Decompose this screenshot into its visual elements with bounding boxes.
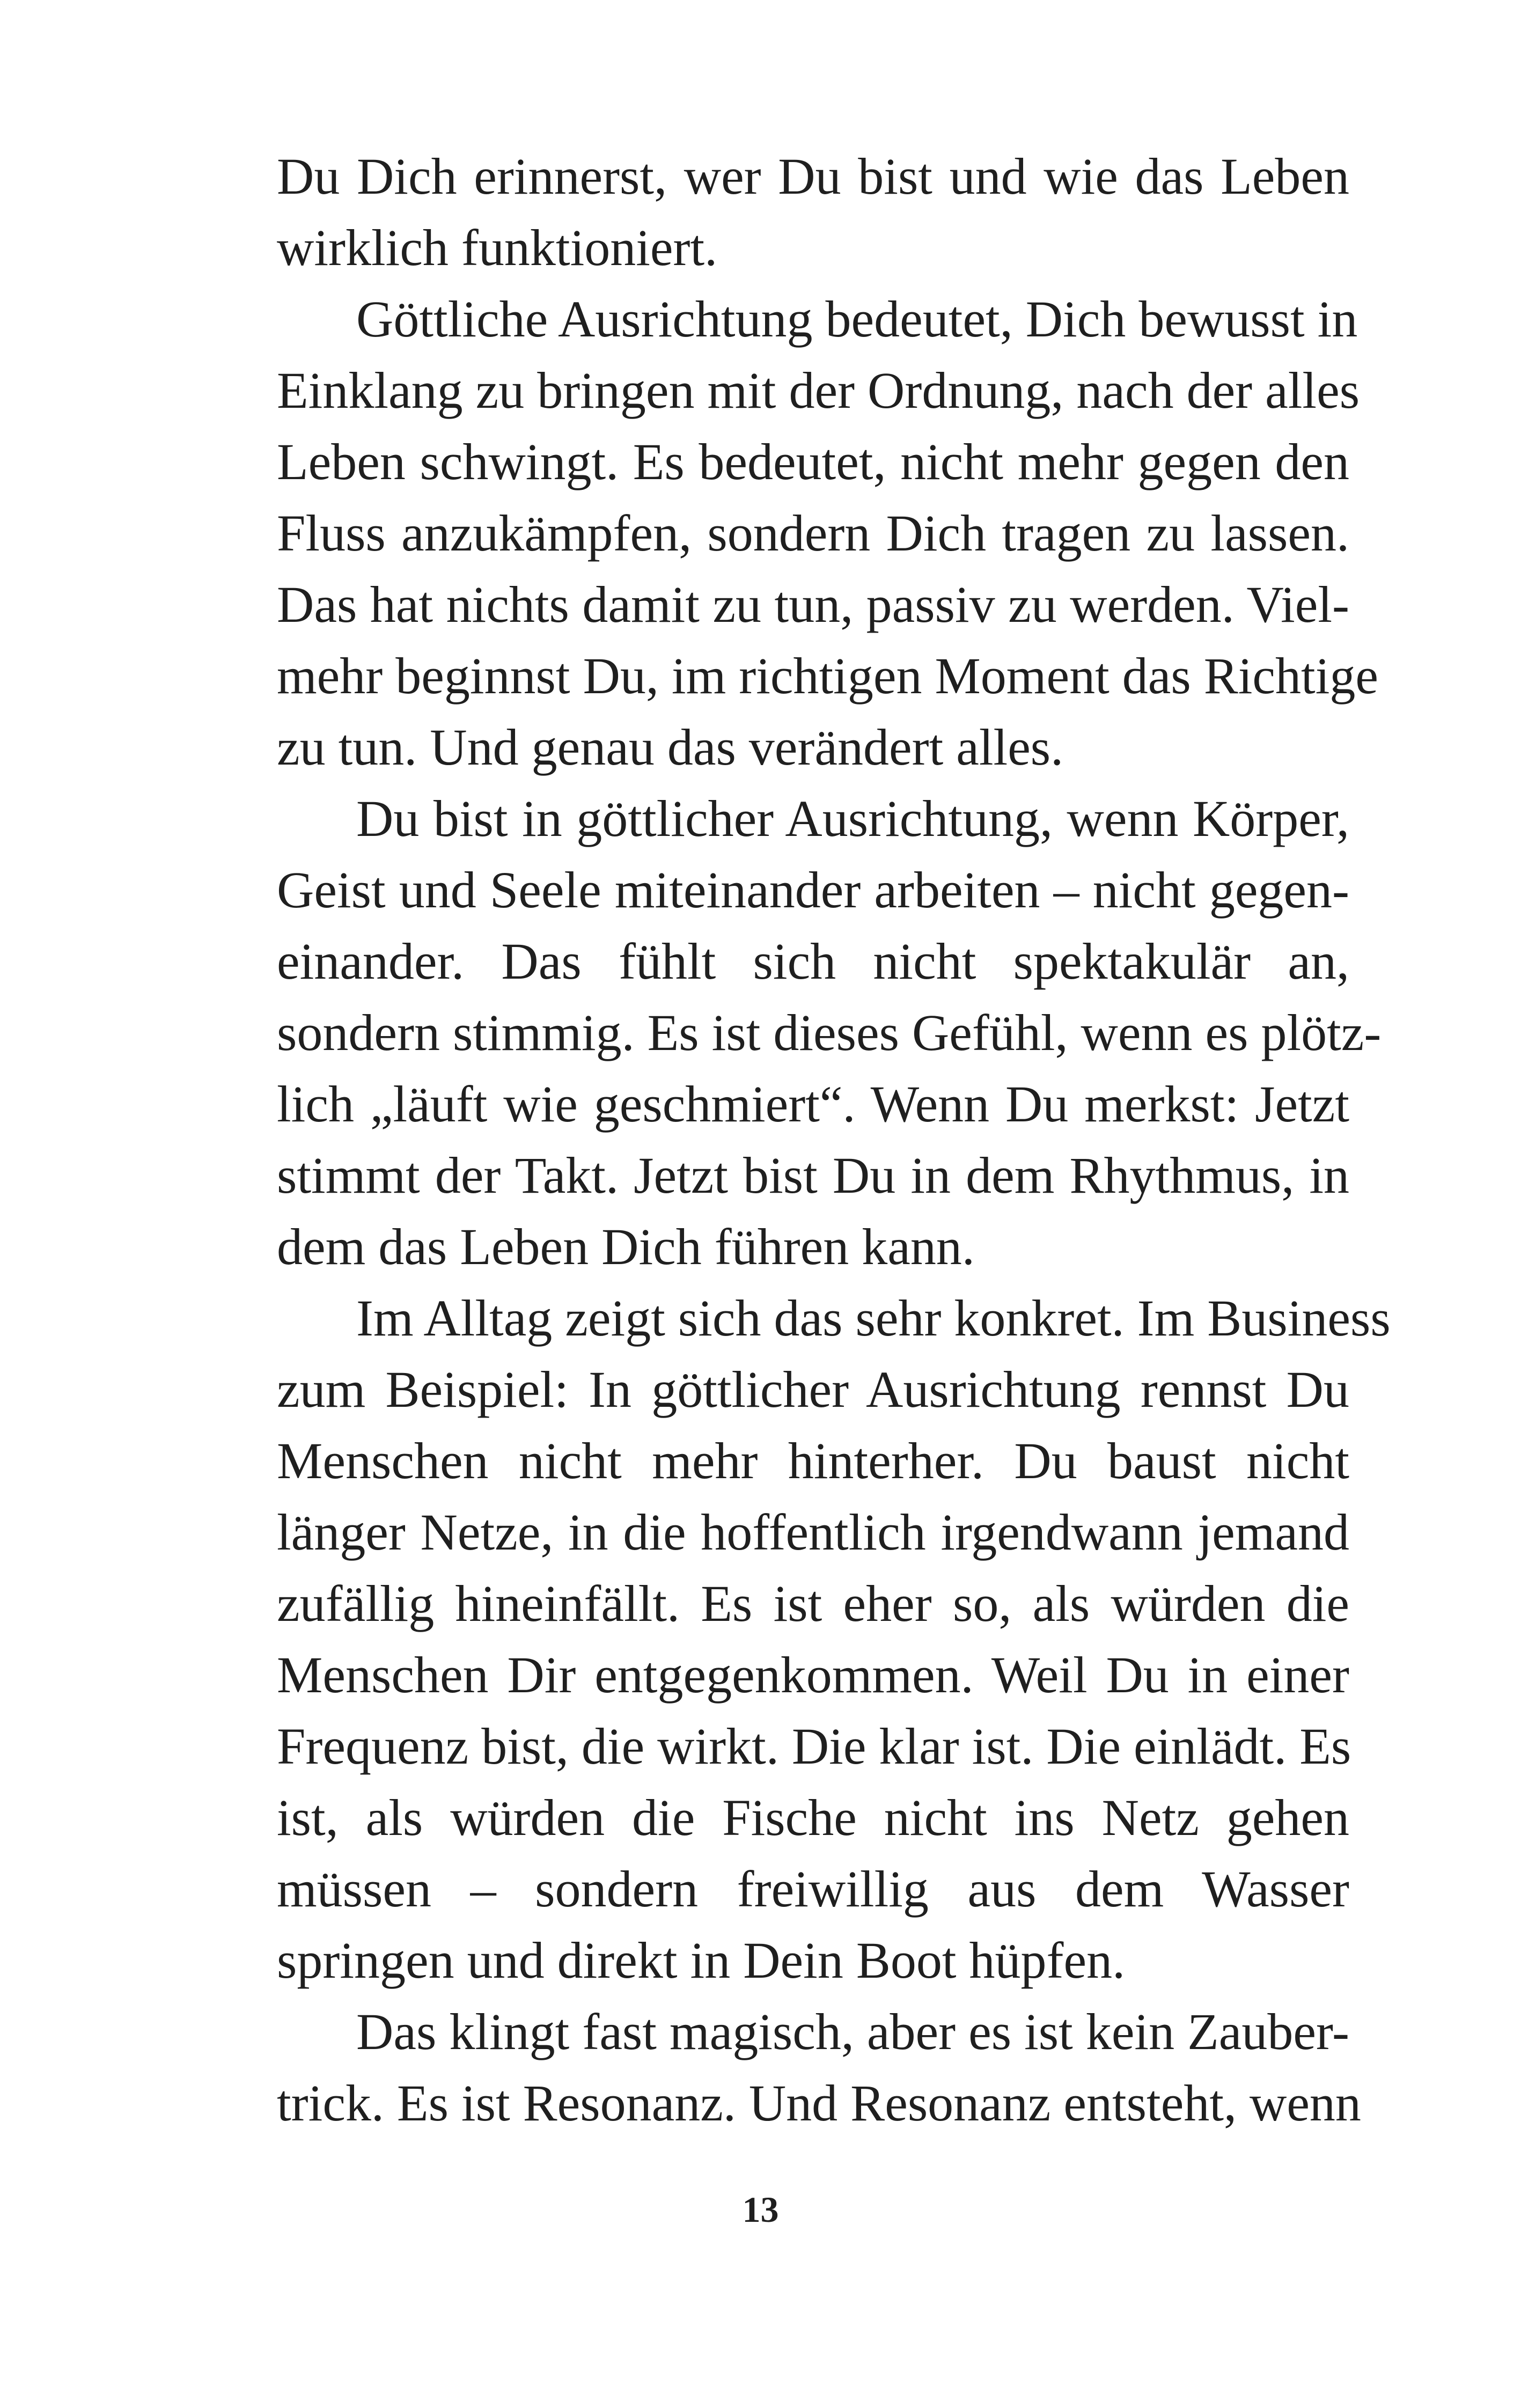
- text-line: länger Netze, in die hoffentlich irgendwann jemand: [277, 1503, 1349, 1561]
- text-line: Frequenz bist, die wirkt. Die klar ist. Die einlädt. Es: [277, 1717, 1351, 1775]
- page-number: 13: [742, 2189, 779, 2230]
- text-line: Leben schwingt. Es bedeutet, nicht mehr gegen den: [277, 433, 1349, 490]
- text-line: springen und direkt in Dein Boot hüpfen.: [277, 1932, 1126, 1989]
- text-line: zu tun. Und genau das verändert alles.: [277, 718, 1064, 776]
- text-line: trick. Es ist Resonanz. Und Resonanz entsteht, wenn: [277, 2074, 1361, 2132]
- paragraph-first-line: Das klingt fast magisch, aber es ist kein Zauber-: [356, 2003, 1349, 2060]
- text-line: Das hat nichts damit zu tun, passiv zu werden. Viel-: [277, 576, 1349, 633]
- body-text: [277, 141, 1391, 2139]
- text-line: Menschen nicht mehr hinterher. Du baust nicht: [277, 1432, 1349, 1489]
- text-line: Menschen Dir entgegenkommen. Weil Du in einer: [277, 1646, 1349, 1704]
- text-line: einander. Das fühlt sich nicht spektakulär an,: [277, 933, 1349, 990]
- text-line: stimmt der Takt. Jetzt bist Du in dem Rhythmus, in: [277, 1147, 1349, 1204]
- text-line: Du Dich erinnerst, wer Du bist und wie das Leben: [277, 148, 1349, 205]
- paragraph-first-line: Göttliche Ausrichtung bedeutet, Dich bewusst in: [356, 290, 1358, 348]
- text-line: Fluss anzukämpfen, sondern Dich tragen zu lassen.: [277, 504, 1349, 562]
- text-line: Einklang zu bringen mit der Ordnung, nach der alles: [277, 362, 1360, 419]
- paragraph-first-line: Du bist in göttlicher Ausrichtung, wenn Körper,: [356, 790, 1349, 847]
- text-line: lich „läuft wie geschmiert“. Wenn Du merkst: Jetzt: [277, 1075, 1349, 1133]
- text-line: dem das Leben Dich führen kann.: [277, 1218, 975, 1275]
- text-line: mehr beginnst Du, im richtigen Moment das Richtige: [277, 647, 1378, 704]
- paragraph-first-line: Im Alltag zeigt sich das sehr konkret. Im Business: [356, 1289, 1391, 1347]
- text-line: müssen – sondern freiwillig aus dem Wasser: [277, 1860, 1349, 1918]
- text-line: sondern stimmig. Es ist dieses Gefühl, wenn es plötz-: [277, 1004, 1382, 1061]
- text-line: zufällig hineinfällt. Es ist eher so, als würden die: [277, 1575, 1349, 1632]
- text-line: zum Beispiel: In göttlicher Ausrichtung rennst Du: [277, 1361, 1349, 1418]
- text-line: wirklich funktioniert.: [277, 219, 718, 276]
- text-line: ist, als würden die Fische nicht ins Netz gehen: [277, 1789, 1349, 1846]
- text-line: Geist und Seele miteinander arbeiten – nicht gegen-: [277, 861, 1349, 919]
